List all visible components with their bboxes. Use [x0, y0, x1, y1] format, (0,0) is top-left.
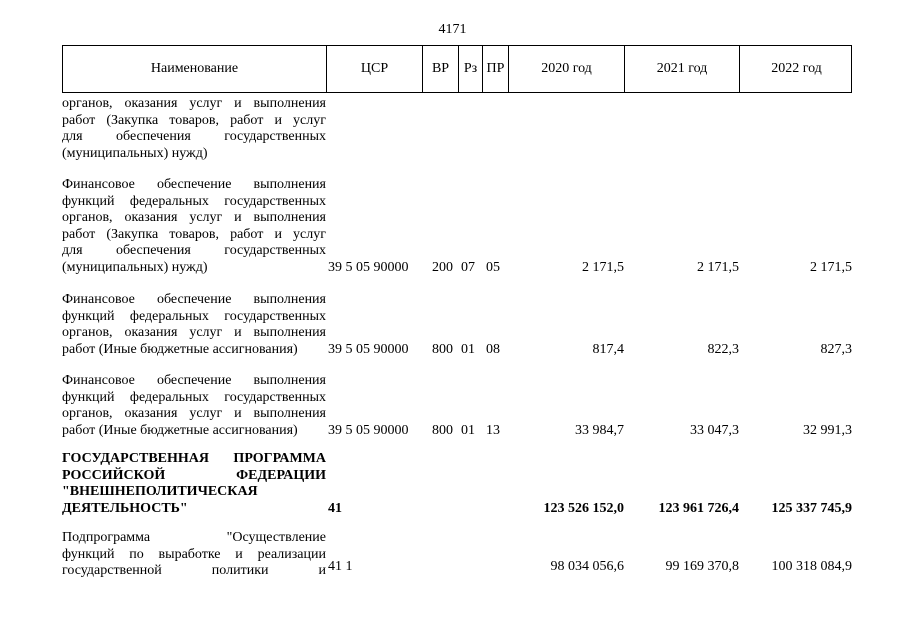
row-csr: 39 5 05 90000 — [328, 422, 409, 438]
header-name: Наименование — [63, 46, 327, 92]
row-name-line: работ (Закупка товаров, работ и услуг — [62, 112, 326, 128]
row-2022: 32 991,3 — [803, 422, 852, 438]
row-name-line: государственной политики и — [62, 563, 326, 578]
row-name — [62, 373, 326, 439]
table-row — [62, 292, 852, 358]
row-2020: 123 526 152,0 — [543, 500, 624, 516]
row-rz: 01 — [461, 422, 475, 438]
row-2020: 817,4 — [592, 341, 624, 357]
header-2022: 2022 год — [771, 61, 822, 76]
row-2021: 822,3 — [707, 341, 739, 357]
row-name-line: органов, оказания услуг и выполнения — [62, 96, 326, 111]
table-row — [62, 451, 852, 517]
row-2021: 99 169 370,8 — [665, 559, 739, 574]
table-row — [62, 177, 852, 277]
row-name-line: работ (Закупка товаров, работ и услуг — [62, 226, 326, 242]
row-name-line: работ (Иные бюджетные ассигнования) — [62, 422, 298, 438]
header-pr: ПР — [483, 46, 509, 92]
page-number: 4171 — [438, 22, 467, 37]
row-2021: 2 171,5 — [697, 259, 739, 275]
row-name-line: Финансовое обеспечение выполнения — [62, 177, 326, 192]
row-name-line: органов, оказания услуг и выполнения — [62, 210, 326, 225]
row-2021: 123 961 726,4 — [658, 500, 739, 516]
row-name-line: Подпрограмма "Осуществление — [62, 530, 326, 545]
row-2022: 2 171,5 — [810, 259, 852, 275]
header-csr: ЦСР — [327, 46, 423, 92]
row-name — [62, 177, 326, 276]
row-2020: 98 034 056,6 — [550, 559, 624, 574]
row-name-line: (муниципальных) нужд) — [62, 259, 208, 275]
row-csr: 39 5 05 90000 — [328, 341, 409, 357]
row-2020: 2 171,5 — [582, 259, 624, 275]
row-name-line: органов, оказания услуг и выполнения — [62, 325, 326, 340]
header-2020: 2020 год — [509, 46, 625, 92]
row-2022: 125 337 745,9 — [771, 500, 852, 516]
row-name — [62, 530, 326, 580]
header-vr: ВР — [423, 46, 459, 92]
row-2022: 827,3 — [820, 341, 852, 357]
row-name — [62, 96, 326, 162]
row-2021: 33 047,3 — [690, 422, 739, 438]
row-csr: 39 5 05 90000 — [328, 259, 409, 275]
row-csr: 41 — [328, 500, 342, 516]
row-name-line: ДЕЯТЕЛЬНОСТЬ" — [62, 500, 188, 516]
row-pr: 13 — [486, 422, 500, 438]
row-name-line: (муниципальных) нужд) — [62, 145, 208, 161]
header-2021: 2021 год — [625, 46, 740, 92]
row-name-line: функций по выработке и реализации — [62, 546, 326, 562]
row-pr: 08 — [486, 341, 500, 357]
row-name-line: работ (Иные бюджетные ассигнования) — [62, 341, 298, 357]
row-name-line: Финансовое обеспечение выполнения — [62, 373, 326, 388]
row-rz: 07 — [461, 259, 475, 275]
row-csr: 41 1 — [328, 559, 353, 574]
row-name-line: органов, оказания услуг и выполнения — [62, 406, 326, 421]
table-header — [62, 45, 852, 93]
table-row — [62, 373, 852, 439]
row-name — [62, 451, 326, 517]
row-vr: 800 — [432, 422, 453, 438]
header-rz: Рз — [459, 46, 483, 92]
row-name-line: РОССИЙСКОЙ ФЕДЕРАЦИИ — [62, 467, 326, 483]
row-rz: 01 — [461, 341, 475, 357]
row-name-line: для обеспечения государственных — [62, 129, 326, 144]
row-name-line: функций федеральных государственных — [62, 193, 326, 209]
row-vr: 800 — [432, 341, 453, 357]
row-name-line: функций федеральных государственных — [62, 389, 326, 405]
row-name-line: Финансовое обеспечение выполнения — [62, 292, 326, 307]
row-2020: 33 984,7 — [575, 422, 624, 438]
row-2022: 100 318 084,9 — [771, 559, 852, 574]
table-row — [62, 530, 852, 580]
row-vr: 200 — [432, 259, 453, 275]
row-name-line: для обеспечения государственных — [62, 243, 326, 258]
row-name — [62, 292, 326, 358]
row-name-line: функций федеральных государственных — [62, 308, 326, 324]
row-name-line: ГОСУДАРСТВЕННАЯ ПРОГРАММА — [62, 451, 326, 466]
row-pr: 05 — [486, 259, 500, 275]
row-name-line: "ВНЕШНЕПОЛИТИЧЕСКАЯ — [62, 484, 258, 499]
